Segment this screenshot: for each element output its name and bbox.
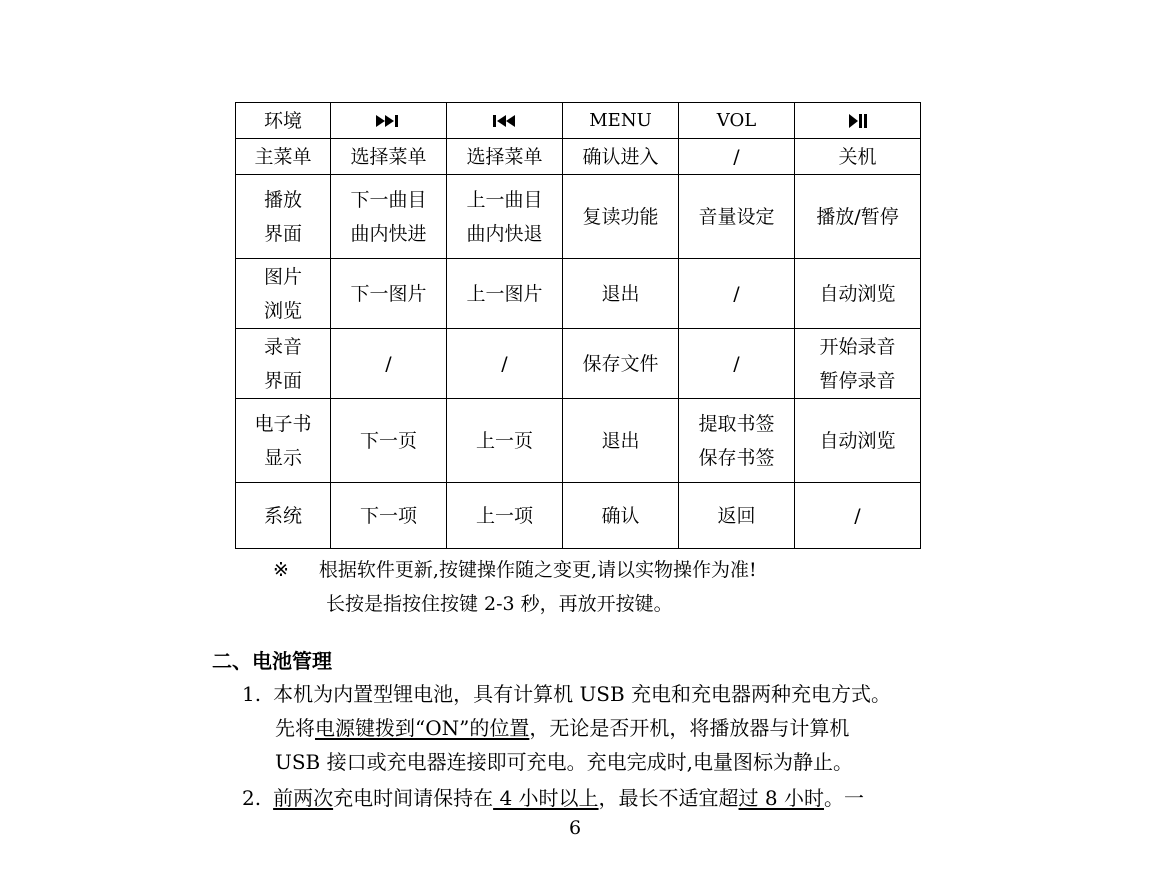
table-row-header-cell (236, 399, 331, 483)
table-cell (795, 483, 921, 549)
item2-underlined-2: 4 小时以上 (493, 786, 599, 810)
table-cell (447, 483, 563, 549)
table-cell (795, 259, 921, 329)
cell-line: 界面 (263, 369, 302, 392)
header-env-label: 环境 (263, 109, 302, 132)
header-env (236, 103, 331, 139)
item1-number: 1. (242, 682, 262, 706)
table-cell (795, 399, 921, 483)
table-row-header-cell (236, 329, 331, 399)
table-cell (331, 139, 447, 175)
cell-line: 选择菜单 (466, 145, 543, 168)
next-track-icon (331, 113, 446, 129)
cell-line: 下一页 (359, 429, 417, 452)
table-cell (331, 329, 447, 399)
cell-line: 上一项 (475, 504, 533, 527)
cell-line: 上一图片 (466, 282, 543, 305)
table-cell (795, 329, 921, 399)
table-cell (331, 483, 447, 549)
table-cell (679, 399, 795, 483)
table-cell (563, 139, 679, 175)
table-row (236, 139, 921, 175)
table-cell (679, 483, 795, 549)
page-number (569, 814, 581, 842)
table-cell (563, 329, 679, 399)
table-row (236, 259, 921, 329)
cell-line: 关机 (838, 145, 877, 168)
table-cell (331, 259, 447, 329)
item1-line1 (242, 680, 891, 708)
header-menu (563, 103, 679, 139)
key-function-table (235, 102, 921, 549)
cell-line: 选择菜单 (350, 145, 427, 168)
cell-line: 暂停录音 (819, 369, 896, 392)
table-cell (447, 139, 563, 175)
table-row-header-cell (236, 483, 331, 549)
cell-line: 图片 (263, 265, 302, 288)
header-prev (447, 103, 563, 139)
item2-underlined-3: 过 8 小时 (738, 786, 824, 810)
item2-line1 (242, 784, 864, 812)
cell-line: 退出 (601, 429, 640, 452)
table-row (236, 399, 921, 483)
table-cell (447, 259, 563, 329)
table-cell (679, 329, 795, 399)
cell-line: 下一图片 (350, 282, 427, 305)
cell-line: 复读功能 (582, 205, 659, 228)
cell-line: 退出 (601, 282, 640, 305)
item2-number: 2. (242, 786, 262, 810)
cell-line: / (854, 504, 861, 527)
cell-line: 返回 (717, 504, 756, 527)
cell-line: 开始录音 (819, 335, 896, 358)
cell-line: 确认 (601, 504, 640, 527)
section-title (212, 647, 332, 675)
page-number-text: 6 (569, 817, 582, 839)
cell-line: 电子书 (254, 412, 312, 435)
cell-line: 上一曲目 (466, 188, 543, 211)
item1-line3 (275, 748, 853, 776)
item1-text-1: 本机为内置型锂电池，具有计算机 USB 充电和充电器两种充电方式。 (273, 682, 892, 706)
header-vol-label: VOL (716, 110, 757, 131)
table-header-row (236, 103, 921, 139)
note-line-1 (273, 557, 757, 583)
item2-text-3: 。一 (824, 786, 864, 810)
item2-text-1: 充电时间请保持在 (333, 786, 494, 810)
item1-line2 (275, 714, 849, 742)
cell-line: 自动浏览 (819, 282, 896, 305)
item2-text-2: ，最长不适宜超 (598, 786, 739, 810)
header-menu-label: MENU (589, 110, 652, 131)
table-cell (563, 175, 679, 259)
cell-line: / (733, 282, 740, 305)
item2-underlined-1: 前两次 (273, 786, 334, 810)
header-vol (679, 103, 795, 139)
table-cell (679, 139, 795, 175)
header-next (331, 103, 447, 139)
cell-line: 播放/暂停 (816, 205, 899, 228)
note-mark: ※ (273, 559, 289, 581)
cell-line: / (501, 352, 508, 375)
cell-line: 确认进入 (582, 145, 659, 168)
table-cell (563, 399, 679, 483)
item1-underlined-text: 电源键拨到“ON”的位置 (315, 716, 530, 740)
table-row-header-cell (236, 139, 331, 175)
item1-text-2b: ，无论是否开机，将播放器与计算机 (529, 716, 850, 740)
table-cell (331, 399, 447, 483)
cell-line: 自动浏览 (819, 429, 896, 452)
cell-line: / (385, 352, 392, 375)
cell-line: 音量设定 (698, 205, 775, 228)
cell-line: 保存书签 (698, 446, 775, 469)
section-title-text: 二、电池管理 (212, 649, 332, 673)
cell-line: 下一曲目 (350, 188, 427, 211)
cell-line: 录音 (263, 335, 302, 358)
cell-line: 显示 (263, 446, 302, 469)
play-pause-icon (795, 112, 920, 130)
table-cell (563, 483, 679, 549)
cell-line: 浏览 (263, 299, 302, 322)
item1-text-3: USB 接口或充电器连接即可充电。充电完成时,电量图标为静止。 (275, 750, 853, 774)
table-cell (447, 399, 563, 483)
table-row (236, 329, 921, 399)
table-cell (795, 175, 921, 259)
table-row (236, 483, 921, 549)
cell-line: / (733, 145, 740, 168)
table-row-header-cell (236, 259, 331, 329)
item1-text-2a: 先将 (275, 716, 315, 740)
cell-line: 提取书签 (698, 412, 775, 435)
table-cell (563, 259, 679, 329)
table-row (236, 175, 921, 259)
header-playpause (795, 103, 921, 139)
table-cell (679, 175, 795, 259)
cell-line: 下一项 (359, 504, 417, 527)
note-text-1: 根据软件更新,按键操作随之变更,请以实物操作为准! (318, 559, 757, 581)
table-cell (447, 175, 563, 259)
table-cell (447, 329, 563, 399)
cell-line: 上一页 (475, 429, 533, 452)
table-cell (795, 139, 921, 175)
cell-line: 界面 (263, 222, 302, 245)
prev-track-icon (447, 113, 562, 129)
note-line-2 (326, 591, 673, 617)
cell-line: 系统 (263, 504, 302, 527)
cell-line: / (733, 352, 740, 375)
note-text-2: 长按是指按住按键 2-3 秒，再放开按键。 (326, 593, 673, 615)
table-row-header-cell (236, 175, 331, 259)
table-cell (331, 175, 447, 259)
cell-line: 播放 (263, 188, 302, 211)
table-cell (679, 259, 795, 329)
cell-line: 主菜单 (254, 145, 312, 168)
cell-line: 曲内快进 (350, 222, 427, 245)
cell-line: 保存文件 (582, 352, 659, 375)
cell-line: 曲内快退 (466, 222, 543, 245)
